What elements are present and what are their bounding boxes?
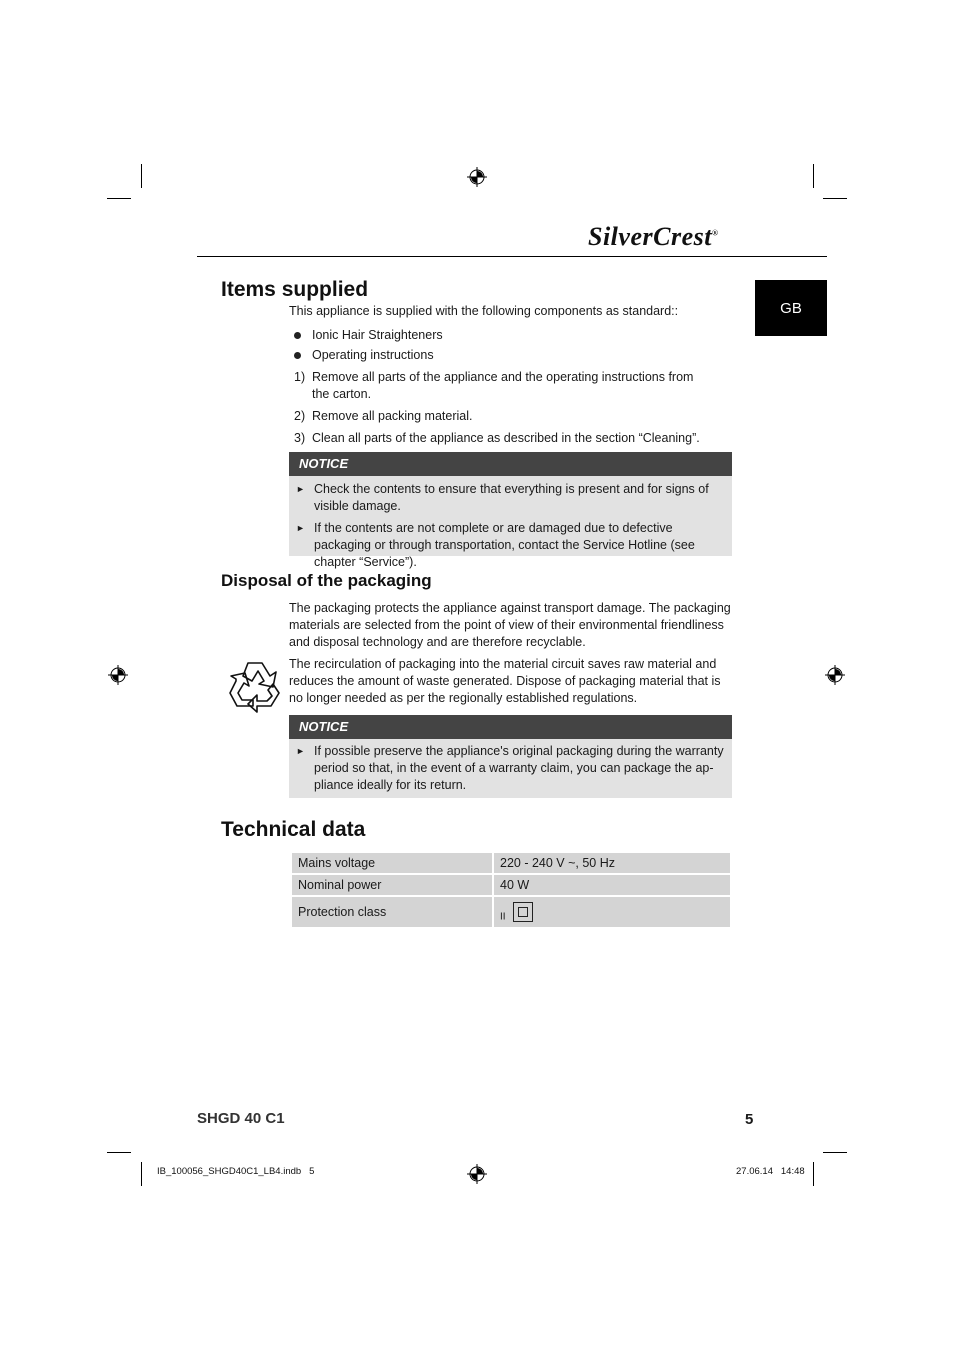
disposal-paragraph: The packaging protects the appliance against transport damage. The packaging materials are selected from the point of view of their environmental friendliness and disposal technology and are therefore recyclable.	[289, 601, 731, 649]
crop-mark	[813, 164, 814, 188]
technical-data-table	[290, 851, 732, 929]
table-cell-value: 220 - 240 V ~, 50 Hz	[493, 852, 731, 874]
disposal-paragraph: The recirculation of packaging into the material circuit saves raw material and reduces the amount of waste generated. Dispose of packaging material that is no longer needed as per the regionally established regulations.	[289, 657, 721, 705]
arrow-right-icon: ►	[296, 523, 305, 533]
step-item: 1) Remove all parts of the appliance and the operating instructions from the carton.	[294, 370, 694, 401]
protection-class-value: II	[500, 911, 506, 923]
notice-box	[289, 452, 732, 569]
table-cell-label: Nominal power	[291, 874, 493, 896]
crop-mark	[107, 198, 131, 199]
notice-item: ► If the contents are not complete or are damaged due to defective packaging or through transportation, contact the Service Hotline (see chapter “Service”).	[296, 521, 695, 569]
bullet-icon	[294, 332, 301, 339]
bullet-icon	[294, 352, 301, 359]
table-row	[291, 896, 731, 928]
language-tab	[755, 280, 827, 336]
registration-mark-icon	[467, 167, 487, 187]
notice-item: ► Check the contents to ensure that everything is present and for signs of visible damage.	[296, 482, 709, 513]
header-rule	[197, 256, 827, 257]
brand-logo: SilverCrest®	[588, 222, 719, 251]
print-slug-file: IB_100056_SHGD40C1_LB4.indb 5	[157, 1166, 315, 1177]
crop-mark	[141, 164, 142, 188]
crop-mark	[823, 198, 847, 199]
registration-mark-icon	[825, 665, 845, 685]
arrow-right-icon: ►	[296, 746, 305, 756]
notice-heading: NOTICE	[289, 715, 732, 739]
recycling-icon	[226, 657, 284, 713]
model-number: SHGD 40 C1	[197, 1110, 285, 1127]
table-cell-label: Mains voltage	[291, 852, 493, 874]
notice-box	[289, 715, 732, 798]
page-number: 5	[745, 1111, 754, 1128]
crop-mark	[823, 1152, 847, 1153]
section-title-disposal: Disposal of the packaging	[221, 571, 432, 590]
crop-mark	[107, 1152, 131, 1153]
table-cell-label: Protection class	[291, 896, 493, 928]
table-cell-value: 40 W	[493, 874, 731, 896]
print-slug-date: 27.06.14 14:48	[736, 1166, 805, 1177]
section-title-items-supplied: Items supplied	[221, 278, 369, 301]
registration-mark-icon	[467, 1164, 487, 1184]
crop-mark	[813, 1162, 814, 1186]
table-row	[291, 874, 731, 896]
registration-mark-icon	[108, 665, 128, 685]
protection-class-ii-icon	[513, 902, 533, 922]
items-intro: This appliance is supplied with the following components as standard::	[289, 304, 679, 318]
notice-item: ► If possible preserve the appliance's original packaging during the warranty period so that, in the event of a warranty claim, you can package the ap-pliance ideally for its return.	[296, 744, 724, 792]
table-cell-value	[493, 896, 731, 928]
crop-mark	[141, 1162, 142, 1186]
language-tab-label: GB	[780, 299, 802, 317]
section-title-technical-data: Technical data	[221, 818, 366, 841]
notice-heading: NOTICE	[289, 452, 732, 476]
arrow-right-icon: ►	[296, 484, 305, 494]
table-row	[291, 852, 731, 874]
